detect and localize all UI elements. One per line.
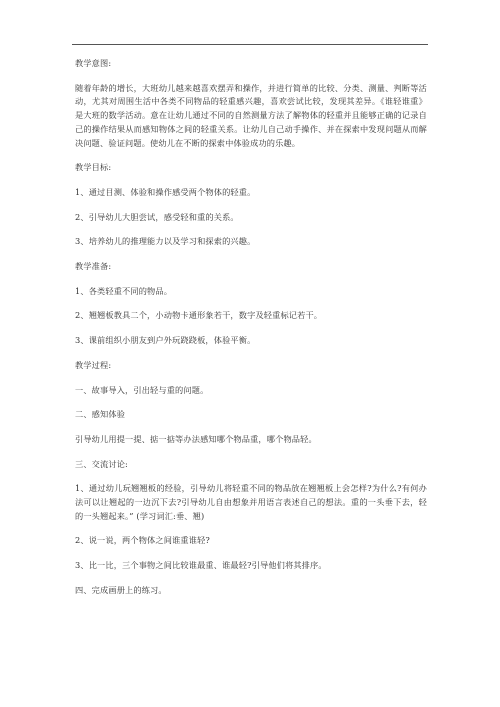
paragraph-intent: 随着年龄的增长，大班幼儿越来越喜欢摆弄和操作，并进行简单的比较、分类、测量、判断等活动，尤其对周围生活中各类不同物品的轻重感兴趣，喜欢尝试比较，发现其差异。《谁轻谁重》是大班的数学活动。意在让幼儿通过不同的自然测量方法了解物体的轻重并且能够正确的记录自己的操作结果从而感知物体之间的轻重关系。让幼儿自己动手操作、并在探索中发现问题从而解决问题、验证问题。使幼儿在不断的探索中体验成功的乐趣。 [75,82,427,148]
process-step: 四、完成画册上的练习。 [75,584,167,595]
heading-teaching-preparation: 教学准备: [75,261,112,272]
header-rule [72,44,428,45]
preparation-item: 3、课前组织小朋友到户外玩跷跷板，体验平衡。 [75,335,256,346]
heading-teaching-process: 教学过程: [75,359,112,370]
discussion-item: 2、说一说，两个物体之间谁重谁轻? [75,535,210,546]
goal-item: 2、引导幼儿大胆尝试，感受轻和重的关系。 [75,211,239,222]
discussion-item: 1、通过幼儿玩翘翘板的经验，引导幼儿将轻重不同的物品放在翘翘板上会怎样?为什么?有何办法可以让翘起的一边沉下去?引导幼儿自由想象并用语言表述自己的想法。重的一头垂下去，轻的一头翘起来。” (学习词汇:垂、翘) [75,483,427,521]
process-step: 三、交流讨论: [75,458,128,469]
document-body [75,57,427,609]
process-step: 一、故事导入，引出轻与重的问题。 [75,384,209,395]
heading-teaching-goals: 教学目标: [75,162,112,173]
heading-teaching-intent: 教学意图: [75,58,112,68]
discussion-item: 3、比一比，三个事物之间比较谁最重、谁最轻?引导他们将其排序。 [75,560,327,571]
process-step: 二、感知体验 [75,409,126,420]
preparation-item: 2、翘翘板教具二个，小动物卡通形象若干，数字及轻重标记若干。 [75,310,323,321]
preparation-item: 1、各类轻重不同的物品。 [75,285,173,296]
goal-item: 1、通过目测、体验和操作感受两个物体的轻重。 [75,186,256,197]
goal-item: 3、培养幼儿的推理能力以及学习和探索的兴趣。 [75,236,256,247]
process-detail: 引导幼儿用提一提、掂一掂等办法感知哪个物品重，哪个物品轻。 [75,433,317,444]
